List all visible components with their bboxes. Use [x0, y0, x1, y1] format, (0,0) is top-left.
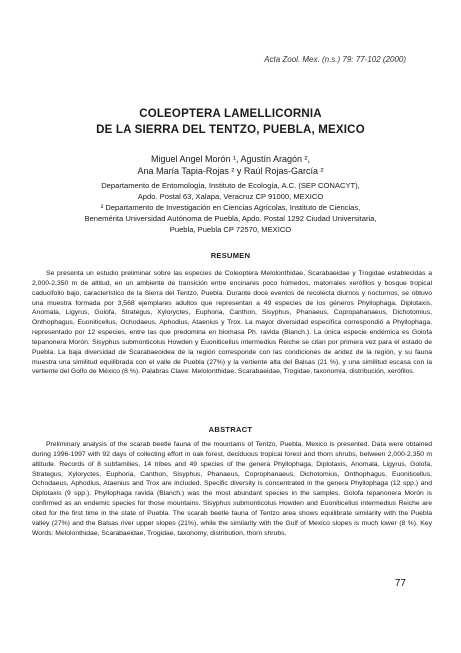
affiliation-line-4: Benemérita Universidad Autónoma de Puebla, Apdo. Postal 1292 Ciudad Universitaria, [84, 214, 377, 223]
paper-title-line-2: DE LA SIERRA DEL TENTZO, PUEBLA, MEXICO [96, 124, 365, 136]
affiliation-line-1: Departamento de Entomología, Instituto de Ecología, A.C. (SEP CONACYT), [101, 181, 360, 190]
abstract-paragraph: Preliminary analysis of the scarab beetle fauna of the mountains of Tentzo, Puebla, Mexico is presented. Data were obtained during 1996-1997 with 92 days of collecting effort in oak forest, deciduous tropical forest and thorn shrubs, between 2,000-2,350 m altitude. Records of 8 subfamilies, 14 tribes and 49 species of the genera Phyllophaga, Diplotaxis, Anomala, Ligyrus, Golofa, Strategus, Xyloryctes, Euphoria, Canthon, Sisyphus, Phanaeus, Coprophanaeus, Dichotomius, Onthophagus, Euoniticellus, Ochodaeus, Aphodius, Ataenius and Trox are included. Specific diversity is concentrated in the genera Phyllophaga (12 spp.) and Diplotaxis (9 spp.). Phyllophaga ravida (Blanch.) was the most abundant species in the samples. Golofa tepanonera Morón is confirmed as an endemic species for those mountains. Sisyphus submonticolus Howden and Euoniticellus intermedius Reiche are cited for the first time in the state of Puebla. The scarab beetle fauna of Tentzo area shows equilibrate similarity with the Puebla valley (27%) and the Balsas river upper slopes (21%), while the similarity with the Gulf of Mexico slopes is much lower (8 %). Key Words: Melolonthidae, Scarabaeidae, Trogidae, taxonomy, distribution, thorn shrubs. [32, 441, 432, 537]
paper-title-line-1: COLEOPTERA LAMELLICORNIA [139, 108, 322, 120]
resumen-heading: RESUMEN [210, 251, 251, 260]
affiliation-line-2: Apdo. Postal 63, Xalapa, Veracruz CP 91000, MEXICO [137, 192, 324, 201]
abstract-heading: ABSTRACT [208, 425, 253, 434]
resumen-paragraph: Se presenta un estudio preliminar sobre las especies de Coleoptera Melolonthidae, Scarabaeidae y Trogidae establecidas a 2,000-2,350 m de altitud, en un ambiente de transición entre encinares poco húmedos, matorrales xerófilos y bosque tropical caducifolio bajo, característico de la Sierra del Tentzo, Puebla. Durante doce eventos de recolecta diurnos y nocturnos, se obtuvo una muestra formada por 3,568 ejemplares adultos que representan a 49 especies de los géneros Phyllophaga, Diplotaxis, Anomala, Ligyrus, Golofa, Strategus, Xyloryctes, Euphoria, Canthon, Sisyphus, Phanaeus, Copropahanaeus, Dichotomius, Onthophagus, Euoniticellus, Ochodaeus, Aphodius, Ataenius y Trox. La mayor diversidad específica correspondió a Phyllophaga, representado por 12 especies, entre las que predomina en biomasa Ph. ravida (Blanch.). La única especie endémica es Golofa tepanonera Morón. Sisyphus submonticolus Howden y Euoniticellus intermedius Reiche se citan por primera vez para el estado de Puebla. La baja diversidad de Scarabaeoidea de la región corresponde con las condiciones de aridez de la región, y su fauna muestra una similitud equilibrada con el valle de Puebla (27%) y la vertiente alta del Balsas (21 %), y una similitud escasa con la vertiente del Golfo de México (8 %). Palabras Clave: Melolonthidae, Scarabaeidae, Trogidae, taxonomía, distribución, xerófilos. [32, 270, 432, 376]
authors-line-1: Miguel Angel Morón ¹, Agustín Aragón ², [150, 154, 311, 164]
affiliation-line-3: ² Departamento de Investigación en Ciencias Agrícolas, Instituto de Ciencias, [100, 203, 361, 212]
authors-line-2: Ana María Tapia-Rojas ² y Raúl Rojas-García ² [137, 166, 324, 176]
journal-citation: Acta Zool. Mex. (n.s.) 79: 77-102 (2000) [264, 55, 406, 64]
page-number: 77 [394, 578, 406, 589]
affiliation-line-5: Puebla, Puebla CP 72570, MEXICO [169, 225, 292, 234]
